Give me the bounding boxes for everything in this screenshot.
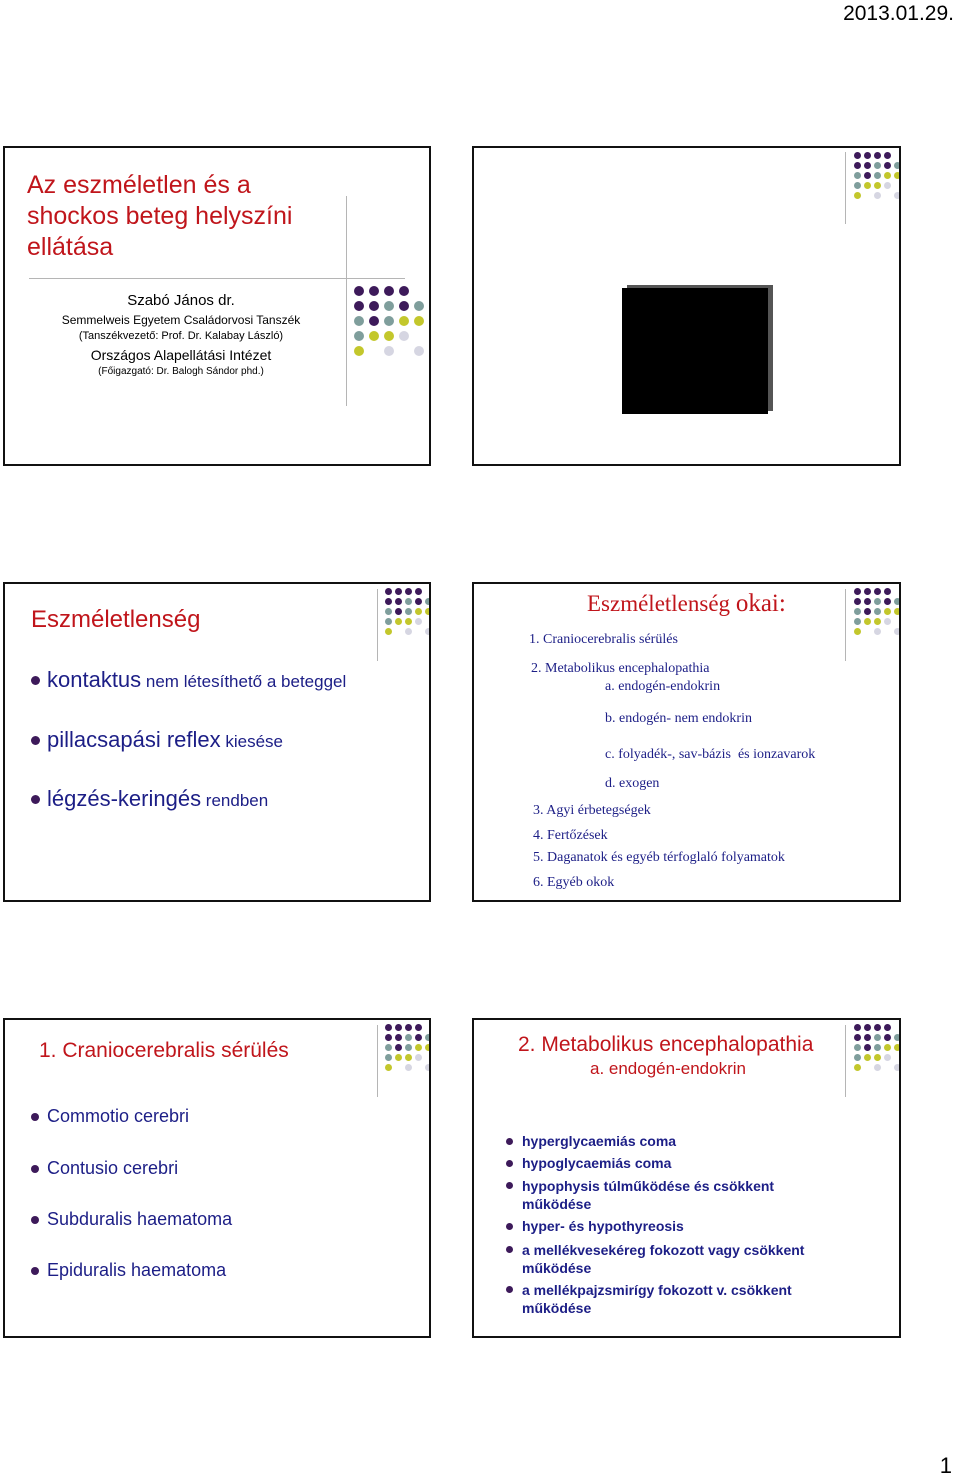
decor-dot xyxy=(854,192,861,199)
decor-dot xyxy=(854,618,861,625)
decor-dot xyxy=(415,588,422,595)
decor-dot xyxy=(415,1054,422,1061)
decor-dot xyxy=(874,598,881,605)
decor-dot xyxy=(884,1044,891,1051)
decor-dot xyxy=(884,1024,891,1031)
decor-dot xyxy=(894,192,901,199)
divider-vertical xyxy=(377,589,378,661)
decor-dot xyxy=(369,301,379,311)
decor-dot xyxy=(395,598,402,605)
decor-dot xyxy=(425,1064,431,1071)
decor-dot xyxy=(385,608,392,615)
decor-dot xyxy=(854,182,861,189)
decor-dot xyxy=(399,316,409,326)
decor-dot xyxy=(395,1024,402,1031)
divider-vertical xyxy=(845,589,846,661)
decor-dot xyxy=(425,628,431,635)
slide-image xyxy=(472,146,901,466)
decor-dot xyxy=(874,588,881,595)
decor-dot xyxy=(894,1064,901,1071)
decor-dot xyxy=(874,192,881,199)
cause-item: 4. Fertőzések xyxy=(533,828,608,843)
bullet-icon xyxy=(31,1267,39,1275)
decor-dot xyxy=(854,152,861,159)
decor-dot xyxy=(415,1034,422,1041)
decor-dot xyxy=(425,1044,431,1051)
decor-dot xyxy=(864,162,871,169)
decor-dot xyxy=(874,628,881,635)
decor-dot xyxy=(399,286,409,296)
slide-heading: Eszméletlenség xyxy=(31,606,201,633)
decor-dot xyxy=(884,1054,891,1061)
decor-dot xyxy=(354,286,364,296)
decor-dot xyxy=(384,346,394,356)
cause-item: b. endogén- nem endokrin xyxy=(605,711,752,726)
decor-dot xyxy=(399,301,409,311)
decor-dot xyxy=(414,301,424,311)
decor-dot xyxy=(864,608,871,615)
bullet-item: hypophysis túlműködése és csökkent működése xyxy=(506,1177,836,1213)
bullet-item: Subduralis haematoma xyxy=(31,1209,232,1230)
decor-dot xyxy=(385,588,392,595)
decor-dot xyxy=(854,1054,861,1061)
divider-vertical xyxy=(377,1025,378,1097)
institution-1: Semmelweis Egyetem Családorvosi Tanszék xyxy=(61,313,301,327)
decor-dot xyxy=(874,162,881,169)
decor-dot xyxy=(405,608,412,615)
slide-heading: 1. Craniocerebralis sérülés xyxy=(39,1039,289,1062)
decor-dot xyxy=(415,1024,422,1031)
print-date: 2013.01.29. xyxy=(843,2,954,25)
bullet-icon xyxy=(506,1160,513,1167)
decor-dot xyxy=(405,618,412,625)
bullet-icon xyxy=(31,795,40,804)
decor-dot xyxy=(864,588,871,595)
decor-dot xyxy=(354,316,364,326)
author-name: Szabó János dr. xyxy=(127,292,235,309)
bullet-icon xyxy=(506,1246,513,1253)
decor-dot xyxy=(864,1034,871,1041)
decor-dot xyxy=(854,598,861,605)
decor-dot xyxy=(405,628,412,635)
decor-dot xyxy=(399,331,409,341)
decor-dot xyxy=(405,1034,412,1041)
decor-dot xyxy=(864,1044,871,1051)
decor-dot xyxy=(864,1024,871,1031)
cause-item: 1. Craniocerebralis sérülés xyxy=(529,632,678,647)
decor-dot xyxy=(884,152,891,159)
decor-dot xyxy=(384,301,394,311)
bullet-item: hypoglycaemiás coma xyxy=(506,1155,836,1171)
bullet-item: Epiduralis haematoma xyxy=(31,1260,226,1281)
decor-dot xyxy=(874,152,881,159)
decor-dot xyxy=(884,588,891,595)
decor-dot xyxy=(884,1034,891,1041)
cause-item: 2. Metabolikus encephalopathia xyxy=(531,661,710,676)
decor-dot xyxy=(874,1024,881,1031)
bullet-item: a mellékpajzsmirígy fokozott v. csökkent működése xyxy=(506,1281,836,1317)
decor-dot xyxy=(874,618,881,625)
bullet-item: hyperglycaemiás coma xyxy=(506,1133,836,1149)
black-image-placeholder xyxy=(622,288,768,414)
decor-dot xyxy=(864,182,871,189)
decor-dot xyxy=(874,172,881,179)
decor-dot xyxy=(369,286,379,296)
decor-dot xyxy=(884,182,891,189)
decor-dot xyxy=(395,1044,402,1051)
page-number: 1 xyxy=(939,1453,952,1478)
decor-dot xyxy=(415,1044,422,1051)
decor-dot xyxy=(854,1024,861,1031)
slide-craniocerebralis xyxy=(3,1018,431,1338)
decor-dot xyxy=(874,1054,881,1061)
cause-item: c. folyadék-, sav-bázis és ionzavarok xyxy=(605,747,816,762)
decor-dot xyxy=(884,608,891,615)
decor-dot xyxy=(385,1054,392,1061)
bullet-icon xyxy=(31,1113,39,1121)
bullet-icon xyxy=(31,1216,39,1224)
slide-title xyxy=(3,146,431,466)
decor-dot xyxy=(425,608,431,615)
cause-item: 5. Daganatok és egyéb térfoglaló folyamatok xyxy=(533,850,785,865)
decor-dot xyxy=(415,618,422,625)
decor-dot xyxy=(354,331,364,341)
decor-dot xyxy=(854,588,861,595)
decor-dot xyxy=(894,598,901,605)
bullet-icon xyxy=(31,1165,39,1173)
decor-dot xyxy=(894,1044,901,1051)
decor-dot xyxy=(874,182,881,189)
decor-dot xyxy=(854,162,861,169)
divider-horizontal xyxy=(29,278,405,279)
decor-dot xyxy=(385,1034,392,1041)
decor-dot xyxy=(414,346,424,356)
decor-dot xyxy=(384,286,394,296)
slide-subheading: a. endogén-endokrin xyxy=(590,1059,746,1078)
decor-dot xyxy=(395,1034,402,1041)
decor-dot xyxy=(874,1044,881,1051)
decor-dot xyxy=(405,1054,412,1061)
decor-dot xyxy=(385,1064,392,1071)
decor-dot xyxy=(854,1044,861,1051)
decor-dot xyxy=(384,316,394,326)
bullet-icon xyxy=(31,676,40,685)
decor-dot xyxy=(854,1034,861,1041)
bullet-icon xyxy=(506,1182,513,1189)
decor-dot xyxy=(385,1044,392,1051)
decor-dot xyxy=(405,1064,412,1071)
bullet-item: kontaktus nem létesíthető a beteggel xyxy=(31,667,346,693)
decor-dot xyxy=(854,628,861,635)
decor-dot xyxy=(395,618,402,625)
decor-dot xyxy=(864,172,871,179)
bullet-item: a mellékvesekéreg fokozott vagy csökkent működése xyxy=(506,1241,836,1277)
decor-dot xyxy=(395,608,402,615)
decor-dot xyxy=(874,1034,881,1041)
bullet-icon xyxy=(506,1286,513,1293)
bullet-item: Contusio cerebri xyxy=(31,1158,178,1179)
decor-dot xyxy=(385,598,392,605)
decor-dot xyxy=(395,588,402,595)
decor-dot xyxy=(884,618,891,625)
decor-dot xyxy=(894,608,901,615)
institution-2-head: (Főigazgató: Dr. Balogh Sándor phd.) xyxy=(98,366,264,377)
decor-dot xyxy=(415,608,422,615)
decor-dot xyxy=(414,316,424,326)
decor-dot xyxy=(354,301,364,311)
cause-item: 6. Egyéb okok xyxy=(533,875,615,890)
decor-dot xyxy=(874,1064,881,1071)
decor-dot xyxy=(864,1054,871,1061)
decor-dot xyxy=(369,331,379,341)
cause-item: 3. Agyi érbetegségek xyxy=(533,803,651,818)
slide-okai xyxy=(472,582,901,902)
decor-dot xyxy=(894,172,901,179)
cause-item: a. endogén-endokrin xyxy=(605,679,721,694)
decor-dot xyxy=(405,1044,412,1051)
decor-dot xyxy=(405,598,412,605)
decor-dot xyxy=(854,608,861,615)
decor-dot xyxy=(415,598,422,605)
institution-1-head: (Tanszékvezető: Prof. Dr. Kalabay László) xyxy=(78,330,284,342)
bullet-item: pillacsapási reflex kiesése xyxy=(31,727,283,753)
bullet-item: légzés-keringés rendben xyxy=(31,786,268,812)
bullet-icon xyxy=(506,1223,513,1230)
decor-dot xyxy=(854,1064,861,1071)
decor-dot xyxy=(894,162,901,169)
bullet-icon xyxy=(31,736,40,745)
decor-dot xyxy=(369,316,379,326)
decor-dot xyxy=(864,598,871,605)
decor-dot xyxy=(384,331,394,341)
institution-2: Országos Alapellátási Intézet xyxy=(90,347,272,363)
decor-dot xyxy=(884,598,891,605)
decor-dot xyxy=(385,618,392,625)
bullet-item: Commotio cerebri xyxy=(31,1106,189,1127)
decor-dot xyxy=(874,608,881,615)
decor-dot xyxy=(405,588,412,595)
bullet-icon xyxy=(506,1138,513,1145)
bullet-item: hyper- és hypothyreosis xyxy=(506,1218,836,1234)
divider-vertical xyxy=(845,1025,846,1097)
decor-dot xyxy=(425,598,431,605)
author-block xyxy=(15,292,347,377)
decor-dot xyxy=(405,1024,412,1031)
decor-dot xyxy=(854,172,861,179)
decor-dot xyxy=(884,162,891,169)
slide-heading: Eszméletlenség okai: xyxy=(587,590,786,617)
slide-metabolikus xyxy=(472,1018,901,1338)
decor-dot xyxy=(385,1024,392,1031)
decor-dot xyxy=(894,1034,901,1041)
decor-dot xyxy=(385,628,392,635)
decor-dot xyxy=(395,1054,402,1061)
cause-item: d. exogen xyxy=(605,776,660,791)
divider-vertical xyxy=(845,152,846,224)
decor-dot xyxy=(884,172,891,179)
slide-eszmeletlenseg xyxy=(3,582,431,902)
decor-dot xyxy=(425,1034,431,1041)
decor-dot xyxy=(864,152,871,159)
slide-title-heading: Az eszméletlen és a shockos beteg helyszíni ellátása xyxy=(27,171,293,261)
decor-dot xyxy=(894,628,901,635)
decor-dot xyxy=(864,618,871,625)
slide-heading: 2. Metabolikus encephalopathia xyxy=(518,1033,814,1056)
decor-dot xyxy=(354,346,364,356)
